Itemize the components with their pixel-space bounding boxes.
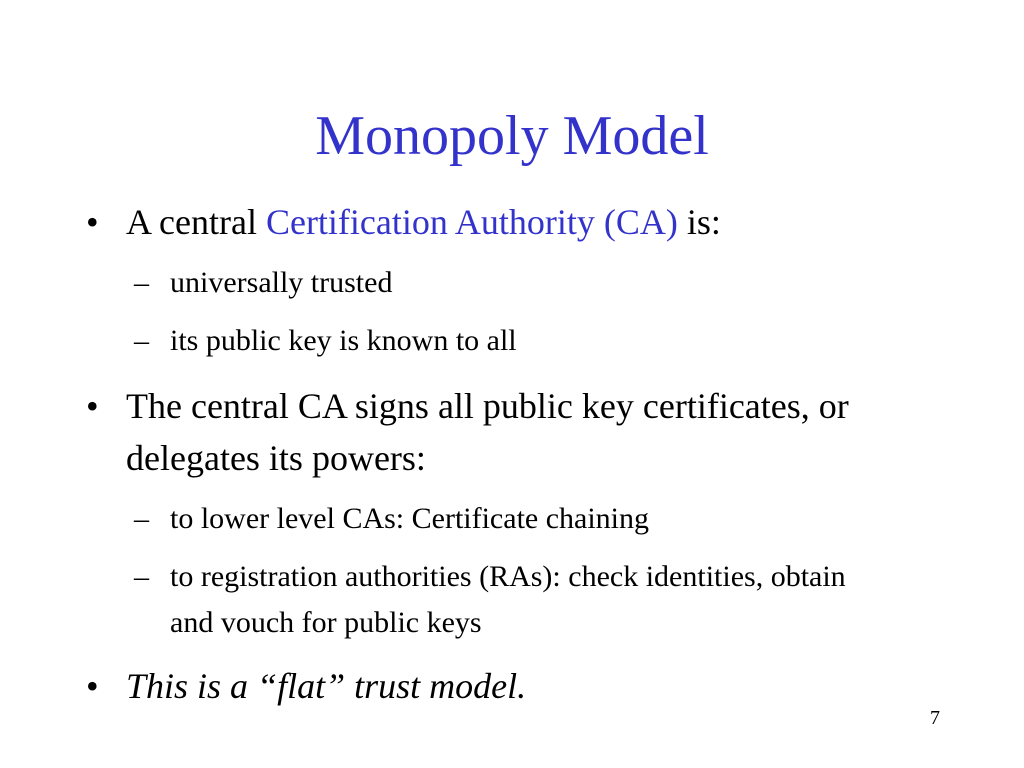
highlight-term: Certification Authority (CA) xyxy=(265,202,678,242)
bullet-text-prefix: A central xyxy=(126,202,266,242)
bullet-text: The central CA signs all public key certificates, or delegates its powers: xyxy=(126,386,849,478)
sub-item-1-1 xyxy=(134,260,894,306)
bullet-item-3 xyxy=(86,660,946,712)
bullet-item-2 xyxy=(86,380,946,484)
bullet-dot: • xyxy=(86,666,99,706)
bullet-text xyxy=(126,196,946,248)
sub-dash: – xyxy=(134,324,149,357)
page-number: 7 xyxy=(930,707,940,729)
sub-dash: – xyxy=(134,502,149,535)
sub-text: universally trusted xyxy=(170,266,393,299)
bullet-text-suffix: is: xyxy=(677,202,721,242)
bullet-dot: • xyxy=(86,202,99,242)
sub-text: to registration authorities (RAs): check identities, obtain and vouch for public keys xyxy=(170,560,846,639)
bullet-item-1 xyxy=(86,196,946,248)
bullet-text: This is a “flat” trust model. xyxy=(126,666,527,706)
sub-item-1-2 xyxy=(134,318,894,364)
sub-text: to lower level CAs: Certificate chaining xyxy=(170,502,650,535)
sub-dash: – xyxy=(134,560,149,593)
slide-title: Monopoly Model xyxy=(315,105,709,167)
sub-text: its public key is known to all xyxy=(170,324,517,357)
sub-dash: – xyxy=(134,266,149,299)
bullet-dot: • xyxy=(86,386,99,426)
sub-item-2-1 xyxy=(134,496,894,542)
sub-item-2-2 xyxy=(134,554,894,646)
